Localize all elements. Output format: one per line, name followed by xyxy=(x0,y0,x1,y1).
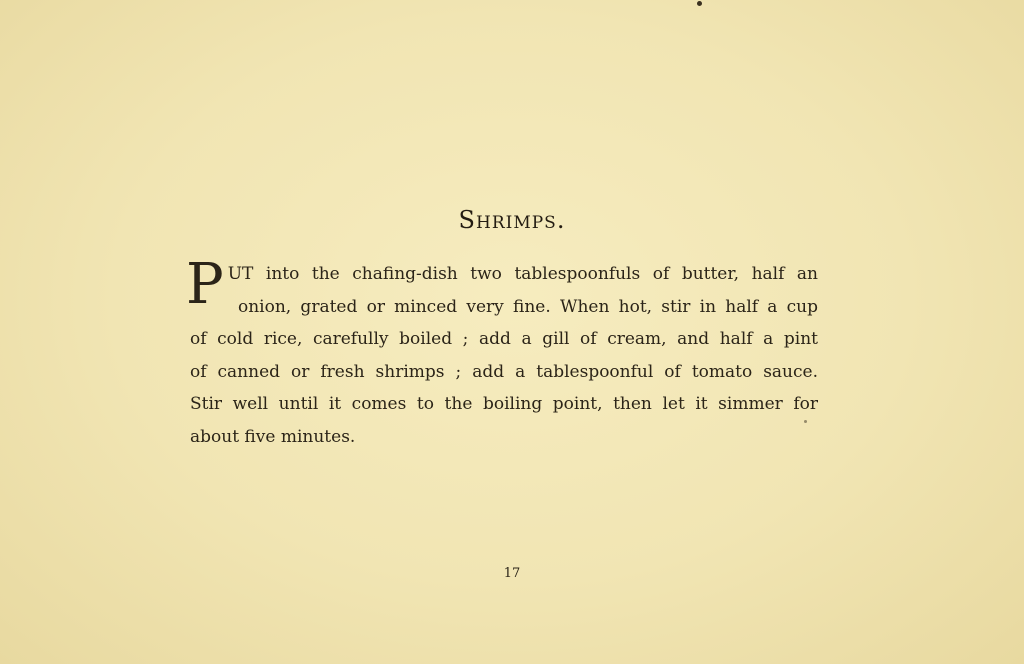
page-number: 17 xyxy=(503,566,521,581)
recipe-line-4: of canned or fresh shrimps ; add a tablespoonful of tomato sauce. xyxy=(190,361,818,382)
recipe-title: Shrimps. xyxy=(458,206,566,234)
drop-cap: P xyxy=(186,252,224,317)
ink-speck xyxy=(697,1,702,6)
recipe-line-5: Stir well until it comes to the boiling point, then let it simmer for xyxy=(190,394,818,414)
recipe-line-2: onion, grated or minced very fine. When hot, stir in half a cup xyxy=(238,296,818,317)
recipe-line-6: about five minutes. xyxy=(190,426,356,447)
recipe-line-1: UT into the chafing-dish two tablespoonfuls of butter, half an xyxy=(227,264,818,284)
recipe-body xyxy=(186,252,818,453)
recipe-line-3: of cold rice, carefully boiled ; add a gill of cream, and half a pint xyxy=(190,329,818,349)
